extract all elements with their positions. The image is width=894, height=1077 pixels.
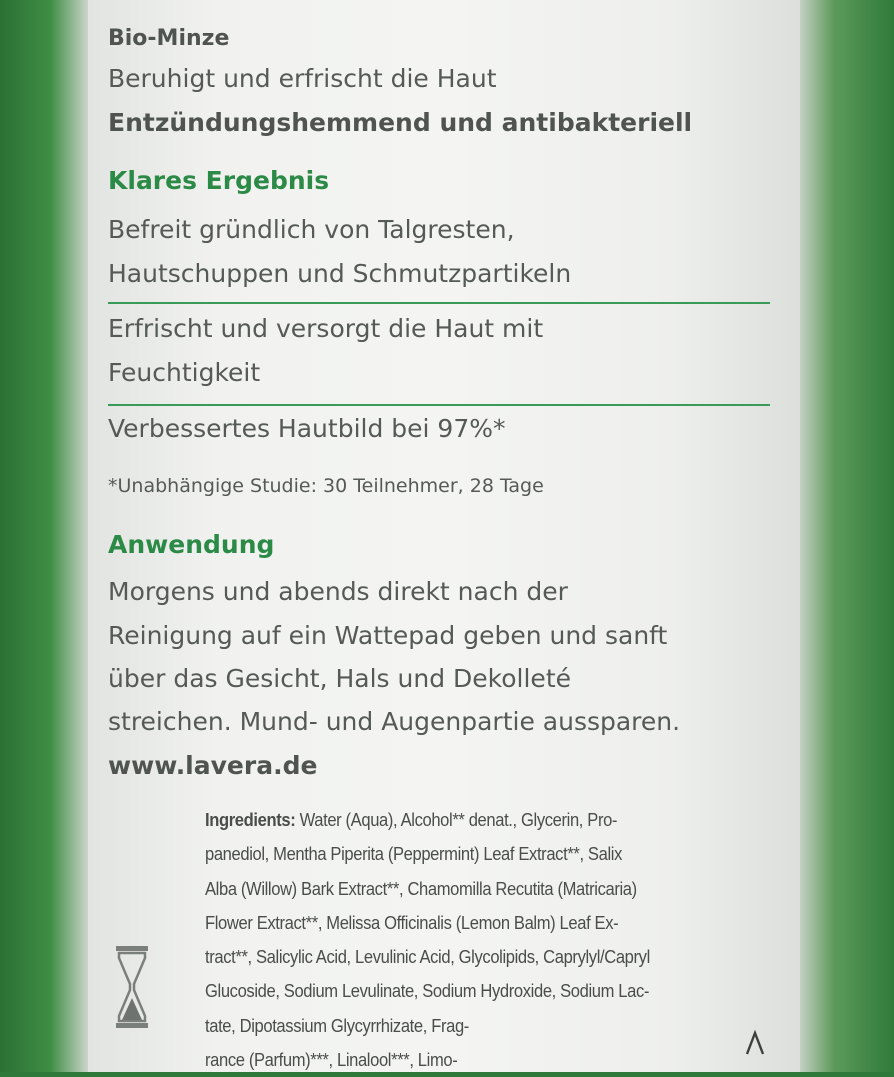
benefits-line-1: Beruhigt und erfrischt die Haut xyxy=(108,64,497,93)
ingredients-list xyxy=(205,803,725,1077)
usage-heading: Anwendung xyxy=(108,530,275,559)
result-heading: Klares Ergebnis xyxy=(108,166,330,195)
ingredients-line-4: Flower Extract**, Melissa Officinalis (Lemon Balm) Leaf Ex- xyxy=(205,912,619,933)
result-item-2-line-1: Erfrischt und versorgt die Haut mit xyxy=(108,314,544,343)
usage-line-4: streichen. Mund- und Augenpartie aussparen. xyxy=(108,707,681,736)
result-item-1-line-1: Befreit gründlich von Talgresten, xyxy=(108,215,515,244)
result-item-3: Verbessertes Hautbild bei 97%* xyxy=(108,414,506,443)
result-item-1-line-2: Hautschuppen und Schmutzpartikeln xyxy=(108,259,572,288)
bottle-left-edge xyxy=(0,0,92,1072)
usage-line-2: Reinigung auf ein Wattepad geben und sanft xyxy=(108,621,668,650)
ingredients-line-5: tract**, Salicylic Acid, Levulinic Acid, Glycolipids, Caprylyl/Capryl xyxy=(205,947,650,968)
result-item-2-line-2: Feuchtigkeit xyxy=(108,358,261,387)
ingredients-line-1 xyxy=(205,803,725,837)
ingredients-line-7: tate, Dipotassium Glycyrrhizate, Frag- xyxy=(205,1015,469,1036)
website: www.lavera.de xyxy=(108,751,318,780)
study-footnote: *Unabhängige Studie: 30 Teilnehmer, 28 Tage xyxy=(108,475,544,497)
ingredients-line-1-text: Water (Aqua), Alcohol** denat., Glycerin, Pro- xyxy=(295,810,618,830)
chevron-up-icon xyxy=(744,1030,766,1056)
benefits-heading: Bio-Minze xyxy=(108,26,230,51)
ingredients-line-2: panediol, Mentha Piperita (Peppermint) Leaf Extract**, Salix xyxy=(205,844,622,865)
benefits-line-2: Entzündungshemmend und antibakteriell xyxy=(108,108,693,137)
divider-2 xyxy=(108,404,770,406)
hourglass-icon xyxy=(114,944,150,1030)
usage-line-3: über das Gesicht, Hals und Dekolleté xyxy=(108,664,572,693)
usage-line-1: Morgens und abends direkt nach der xyxy=(108,577,568,606)
ingredients-label: Ingredients: xyxy=(205,810,296,830)
ingredients-line-8: rance (Parfum)***, Linalool***, Limo- xyxy=(205,1050,458,1071)
bottle-right-edge xyxy=(794,0,894,1072)
ingredients-line-3: Alba (Willow) Bark Extract**, Chamomilla Recutita (Matricaria) xyxy=(205,878,637,899)
divider-1 xyxy=(108,302,770,304)
ingredients-line-6: Glucoside, Sodium Levulinate, Sodium Hydroxide, Sodium Lac- xyxy=(205,981,650,1002)
